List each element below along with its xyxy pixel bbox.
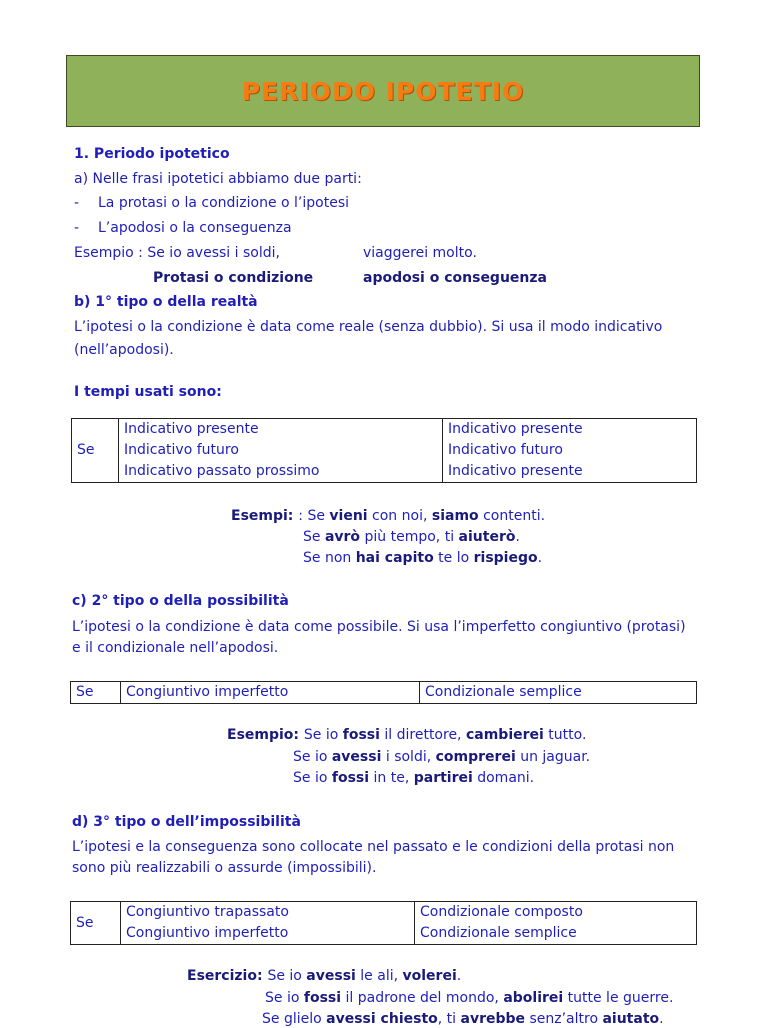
section-b-title: b) 1° tipo o della realtà [74,294,258,310]
tempi-usati-heading: I tempi usati sono: [74,384,222,400]
table-text: Indicativo presente [448,463,583,479]
section-c-text-2: e il condizionale nell’apodosi. [72,640,279,656]
table-text: Indicativo futuro [448,442,563,458]
table-text: Indicativo futuro [124,442,239,458]
table-text: Condizionale semplice [420,925,577,941]
section-d-title: d) 3° tipo o dell’impossibilità [72,814,301,830]
section-title-periodo-ipotetico: 1. Periodo ipotetico [74,146,230,162]
table-cell-apodosi [415,902,697,945]
intro-example: Esempio : Se io avessi i soldi, [74,245,280,261]
table-text: Indicativo presente [448,421,583,437]
intro-example-right: viaggerei molto. [363,245,477,261]
table-cell-se: Se [71,902,121,945]
esercizio-line-3: Se glielo avessi chiesto, ti avrebbe senz’altro aiutato. [262,1011,664,1027]
table-text: Congiuntivo trapassato [126,904,289,920]
table-possibilita [70,681,697,704]
apodosi-label: apodosi o conseguenza [363,270,547,286]
table-cell-protasi: Congiuntivo imperfetto [121,682,420,704]
title-banner [66,55,700,127]
table-cell-se: Se [72,419,119,483]
section-b-text-1: L’ipotesi o la condizione è data come reale (senza dubbio). Si usa il modo indicativo [74,319,663,335]
esercizio-line-2: Se io fossi il padrone del mondo, abolirei tutte le guerre. [265,990,674,1006]
table-text: Congiuntivo imperfetto [126,925,289,941]
section-c-title: c) 2° tipo o della possibilità [72,593,289,609]
esempi-line-3: Se non hai capito te lo rispiego. [303,550,543,566]
section-b-text-2: (nell’apodosi). [74,342,174,358]
esempi-line-2: Se avrò più tempo, ti aiuterò. [303,529,520,545]
table-cell-apodosi: Condizionale semplice [420,682,697,704]
table-text: Indicativo presente [124,421,259,437]
esempio-c-line-2: Se io avessi i soldi, comprerei un jaguar. [293,749,591,765]
intro-dash-1: - La protasi o la condizione o l’ipotesi [74,195,350,211]
esempio-c-line-1: Esempio: Se io fossi il direttore, cambierei tutto. [227,727,587,743]
table-text: Indicativo passato prossimo [124,463,320,479]
page-title: PERIODO IPOTETIO [241,76,525,106]
table-impossibilita [70,901,697,945]
intro-line-a: a) Nelle frasi ipotetici abbiamo due parti: [74,171,362,187]
table-cell-apodosi [443,419,697,483]
section-c-text-1: L’ipotesi o la condizione è data come possibile. Si usa l’imperfetto congiuntivo (protasi) [72,619,686,635]
table-cell-se: Se [71,682,121,704]
table-realta [71,418,697,483]
table-text: Condizionale composto [420,904,583,920]
intro-dash-2: - L’apodosi o la conseguenza [74,220,292,236]
esempio-c-line-3: Se io fossi in te, partirei domani. [293,770,535,786]
section-d-text-2: sono più realizzabili o assurde (impossibili). [72,860,377,876]
table-cell-protasi [119,419,443,483]
protasi-label: Protasi o condizione [153,270,314,286]
table-cell-protasi [121,902,415,945]
esercizio-line-1: Esercizio: Se io avessi le ali, volerei. [187,968,462,984]
section-d-text-1: L’ipotesi e la conseguenza sono collocate nel passato e le condizioni della protasi non [72,839,675,855]
esempi-line-1: Esempi: : Se vieni con noi, siamo contenti. [231,508,546,524]
